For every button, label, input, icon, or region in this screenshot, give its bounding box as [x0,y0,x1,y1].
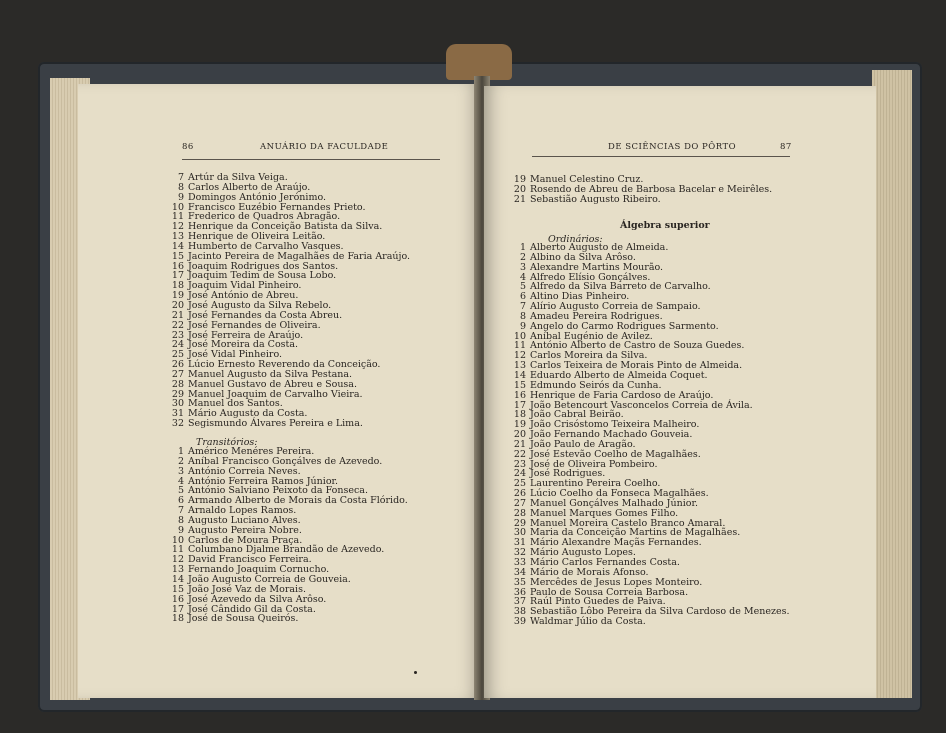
item-number: 20 [513,429,526,441]
item-number: 22 [171,319,184,331]
name-list [168,173,410,429]
item-name: Henrique de Faria Cardoso de Araújo. [530,389,714,401]
item-number: 10 [171,534,184,546]
item-number: 18 [171,613,184,625]
item-name: Alfredo Elísio Gonçálves. [530,271,651,283]
item-name: João Paulo de Aragão. [530,438,636,450]
item-number: 4 [519,271,526,283]
item-number: 15 [171,250,184,262]
item-number: 8 [177,514,184,526]
item-number: 26 [171,359,184,371]
item-number: 11 [171,211,184,223]
item-number: 11 [513,340,526,352]
item-name: Manuel dos Santos. [188,398,283,410]
item-number: 32 [171,418,184,430]
item-number: 8 [519,310,526,322]
item-number: 1 [177,446,184,457]
item-name: Eduardo Alberto de Almeida Coquet. [530,369,708,381]
item-name: Américo Menéres Pereira. [188,446,315,457]
item-name: Alberto Augusto de Almeida. [530,242,669,253]
item-number: 22 [513,448,526,460]
item-number: 23 [513,458,526,470]
item-name: Carlos Teixeira de Morais Pinto de Almeida. [530,360,743,372]
item-name: Mário de Morais Afonso. [530,566,649,578]
item-name: José Moreira da Costa. [188,339,299,351]
item-name: Columbano Djalme Brandão de Azevedo. [188,544,385,556]
item-number: 17 [513,399,526,411]
item-number: 16 [171,593,184,605]
item-number: 31 [513,537,526,549]
item-name: Edmundo Seirós da Cunha. [530,379,662,391]
item-number: 13 [171,231,184,243]
item-number: 3 [177,465,184,477]
item-name: João Fernando Machado Gouveia. [530,429,693,441]
item-number: 10 [171,201,184,213]
item-name: Joaquim Vidal Pinheiro. [188,280,302,292]
item-name: Carlos Alberto de Araújo. [188,181,311,193]
item-name: Fernando Joaquim Cornucho. [188,564,330,576]
item-number: 13 [171,564,184,576]
list-item [168,419,410,429]
item-name: Frederico de Quadros Abragão. [188,211,341,223]
item-name: José Azevedo da Silva Arôso. [188,593,327,605]
item-number: 28 [171,378,184,390]
item-number: 16 [171,260,184,272]
item-name: Alfredo da Silva Barreto de Carvalho. [530,281,711,293]
item-number: 29 [513,517,526,529]
item-name: Henrique da Conceição Batista da Silva. [188,221,383,233]
item-number: 19 [513,174,526,185]
item-number: 2 [177,455,184,467]
item-name: Paulo de Sousa Correia Barbosa. [530,586,689,598]
right-page [484,86,876,698]
item-name: Maria da Conceição Martins de Magalhães. [530,527,741,539]
list-item [510,195,772,205]
item-number: 11 [171,544,184,556]
item-number: 14 [171,573,184,585]
item-number: 3 [519,261,526,273]
subsection-label: Ordinários: [548,234,603,245]
item-number: 12 [171,221,184,233]
item-number: 30 [171,398,184,410]
item-name: Jacinto Pereira de Magalhães de Faria Araújo. [188,250,411,262]
item-name: Alexandre Martins Mourão. [530,261,664,273]
running-head: DE SCIÊNCIAS DO PÔRTO [608,142,737,152]
item-name: Mário Augusto Lopes. [530,547,636,559]
item-name: António Ferreira Ramos Júnior. [188,475,339,487]
item-name: João Cabral Beirão. [530,409,624,421]
item-name: José de Oliveira Pombeiro. [530,458,658,470]
item-number: 10 [513,330,526,342]
item-number: 21 [513,193,526,205]
item-number: 20 [171,299,184,311]
item-number: 14 [513,369,526,381]
item-name: Altino Dias Pinheiro. [530,291,630,303]
item-number: 16 [513,389,526,401]
item-number: 39 [513,616,526,628]
list-item [510,617,790,627]
item-name: António Correia Neves. [188,465,301,477]
item-number: 5 [519,281,526,293]
item-name: Mercêdes de Jesus Lopes Monteiro. [530,576,703,588]
item-number: 6 [519,291,526,303]
item-number: 7 [177,172,184,183]
item-name: Sebastião Augusto Ribeiro. [530,193,661,205]
item-name: Waldmar Júlio da Costa. [530,616,646,628]
page-number: 87 [780,142,792,152]
bookmark-ribbon [446,44,512,80]
item-number: 12 [513,350,526,362]
item-name: Augusto Luciano Alves. [188,514,301,526]
subsection-label: Transitórios: [196,437,258,448]
item-number: 27 [513,497,526,509]
item-number: 7 [177,505,184,517]
item-number: 19 [171,290,184,302]
item-name: Manuel Gonçálves Malhado Júnior. [530,497,698,509]
item-name: Mário Alexandre Maçãs Fernandes. [530,537,702,549]
item-name: David Francisco Ferreira. [188,554,312,566]
item-name: Joaquim Rodrigues dos Santos. [188,260,339,272]
item-name: Carlos de Moura Praça. [188,534,303,546]
item-name: Henrique de Oliveira Leitão. [188,231,326,243]
name-list [510,175,772,205]
item-name: José Fernandes da Costa Abreu. [188,309,343,321]
item-name: Amadeu Pereira Rodrigues. [530,310,663,322]
item-name: João Crisóstomo Teixeira Malheiro. [530,419,700,431]
item-number: 26 [513,488,526,500]
item-name: Armando Alberto de Morais da Costa Flórido. [188,495,408,507]
item-number: 37 [513,596,526,608]
item-number: 25 [171,349,184,361]
item-name: Alírio Augusto Correia de Sampaio. [530,301,701,313]
item-number: 32 [513,547,526,559]
item-name: José de Sousa Queirós. [188,613,299,625]
item-number: 30 [513,527,526,539]
item-name: Manuel Gustavo de Abreu e Sousa. [188,378,357,390]
item-number: 17 [171,270,184,282]
item-name: Augusto Pereira Nobre. [188,524,302,536]
item-name: José Estevão Coelho de Magalhães. [530,448,701,460]
item-number: 14 [171,240,184,252]
item-number: 18 [513,409,526,421]
running-head: ANUÁRIO DA FACULDADE [260,142,389,152]
item-name: Carlos Moreira da Silva. [530,350,648,362]
item-name: António Salviano Peixoto da Fonseca. [188,485,368,497]
item-name: Mário Carlos Fernandes Costa. [530,557,680,568]
item-name: Aníbal Francisco Gonçálves de Azevedo. [188,455,383,467]
item-number: 13 [513,360,526,372]
item-name: Segismundo Álvares Pereira e Lima. [188,418,363,430]
item-number: 9 [177,524,184,536]
item-number: 35 [513,576,526,588]
item-number: 6 [177,495,184,507]
item-name: Angelo do Carmo Rodrigues Sarmento. [530,320,719,332]
item-number: 15 [513,379,526,391]
item-number: 9 [519,320,526,332]
left-page [78,84,480,698]
item-name: Raúl Pinto Guedes de Paiva. [530,596,666,608]
item-name: Albino da Silva Arôso. [530,251,636,263]
item-name: José Vidal Pinheiro. [188,349,283,361]
item-name: Manuel Joaquim de Carvalho Vieira. [188,388,363,400]
item-name: Manuel Augusto da Silva Pestana. [188,368,353,380]
item-number: 9 [177,191,184,203]
item-name: Artúr da Silva Veiga. [188,172,288,183]
item-name: Mário Augusto da Costa. [188,408,308,420]
item-number: 36 [513,586,526,598]
page-edges-right [872,70,912,698]
item-number: 31 [171,408,184,420]
item-number: 33 [513,557,526,568]
item-name: Aníbal Eugénio de Avilez. [530,330,653,342]
item-name: José Fernandes de Oliveira. [188,319,321,331]
header-rule [182,159,440,160]
item-number: 24 [513,468,526,480]
item-name: Manuel Marques Gomes Filho. [530,507,679,519]
item-name: Manuel Moreira Castelo Branco Amaral. [530,517,726,529]
header-rule [532,156,790,157]
item-number: 24 [171,339,184,351]
item-number: 15 [171,583,184,595]
item-number: 20 [513,183,526,195]
item-name: Arnaldo Lopes Ramos. [188,505,297,517]
item-number: 27 [171,368,184,380]
item-name: José Rodrigues. [530,468,606,480]
item-name: Humberto de Carvalho Vasques. [188,240,344,252]
item-name: João Augusto Correia de Gouveia. [188,573,351,585]
item-number: 1 [519,242,526,253]
item-name: José Ferreira de Araújo. [188,329,304,341]
item-name: José Augusto da Silva Rebelo. [188,299,332,311]
item-name: Lúcio Ernesto Reverendo da Conceição. [188,359,381,371]
item-number: 25 [513,478,526,490]
item-name: Lúcio Coelho da Fonseca Magalhães. [530,488,709,500]
list-item [168,614,408,624]
page-mark [414,671,417,674]
section-title: Álgebra superior [620,220,710,231]
item-name: Francisco Euzébio Fernandes Prieto. [188,201,366,213]
item-number: 12 [171,554,184,566]
item-name: José António de Abreu. [188,290,299,302]
page-number: 86 [182,142,194,152]
item-number: 7 [519,301,526,313]
item-name: José Cândido Gil da Costa. [188,603,316,615]
item-name: Joaquim Tedim de Sousa Lobo. [188,270,337,282]
item-name: Rosendo de Abreu de Barbosa Bacelar e Meirêles. [530,183,773,195]
item-number: 28 [513,507,526,519]
item-number: 2 [519,251,526,263]
item-number: 38 [513,606,526,618]
item-name: Domingos António Jerónimo. [188,191,327,203]
item-name: Laurentino Pereira Coelho. [530,478,661,490]
item-name: Manuel Celestino Cruz. [530,174,644,185]
item-name: João José Vaz de Morais. [188,583,306,595]
item-number: 4 [177,475,184,487]
name-list [168,447,408,624]
item-name: Sebastião Lôbo Pereira da Silva Cardoso de Menezes. [530,606,790,618]
item-number: 19 [513,419,526,431]
item-number: 18 [171,280,184,292]
item-number: 34 [513,566,526,578]
item-number: 17 [171,603,184,615]
item-number: 29 [171,388,184,400]
item-number: 5 [177,485,184,497]
item-number: 21 [513,438,526,450]
item-number: 8 [177,181,184,193]
name-list [510,243,790,627]
item-name: João Betencourt Vasconcelos Correia de Ávila. [530,399,753,411]
item-number: 23 [171,329,184,341]
item-number: 21 [171,309,184,321]
item-name: António Alberto de Castro de Souza Guedes. [530,340,745,352]
